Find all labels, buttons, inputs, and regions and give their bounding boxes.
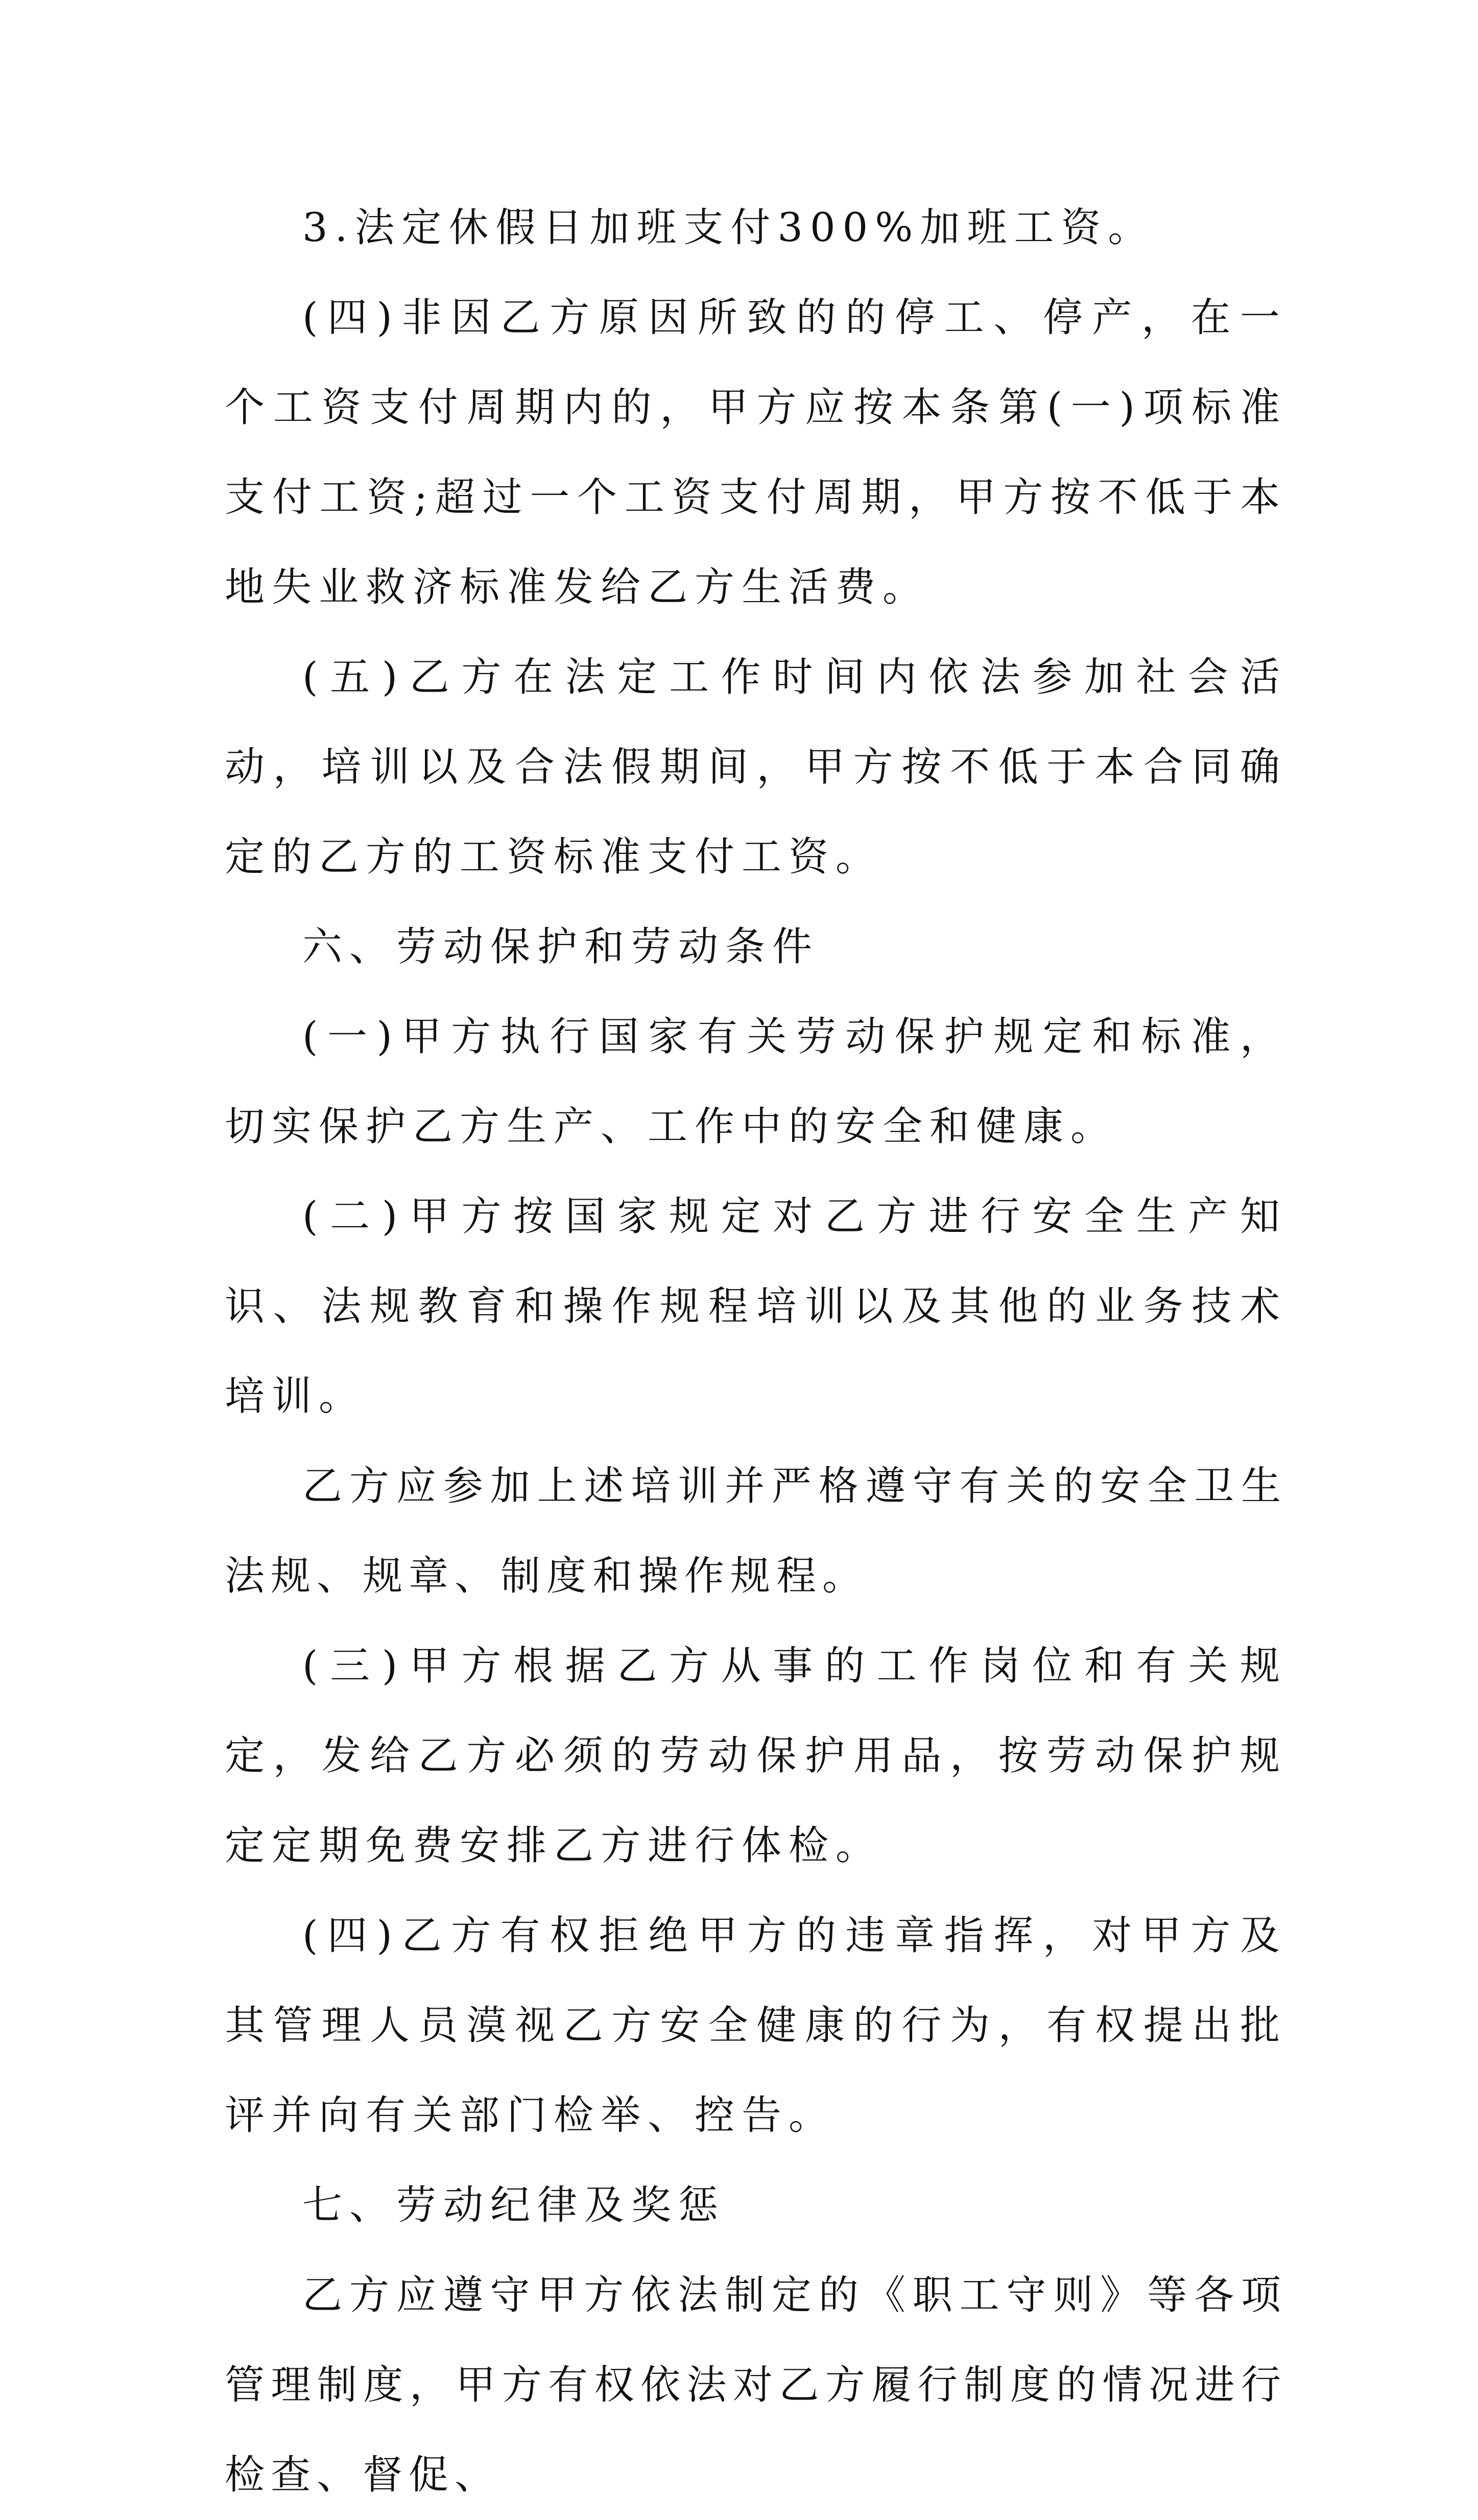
paragraph-protective-equipment: (三)甲方根据乙方从事的工作岗位和有关规定，发给乙方必须的劳动保护用品，按劳动保护规定定期免费安排乙方进行体检。 — [225, 1643, 1287, 1869]
paragraph-social-activities: (五)乙方在法定工作时间内依法参加社会活动，培训以及合法假期间，甲方按不低于本合同确定的乙方的工资标准支付工资。 — [225, 654, 1287, 880]
paragraph-safety-training: (二)甲方按国家规定对乙方进行安全生产知识、法规教育和操作规程培训以及其他的业务技术培训。 — [225, 1194, 1287, 1419]
paragraph-work-stoppage: (四)非因乙方原因所致的的停工、停产，在一个工资支付周期内的，甲方应按本条第(一)项标准支付工资;超过一个工资支付周期，甲方按不低于本地失业救济标准发给乙方生活费。 — [225, 295, 1287, 610]
paragraph-protection-standards: (一)甲方执行国家有关劳动保护规定和标准，切实保护乙方生产、工作中的安全和健康。 — [225, 1014, 1287, 1150]
paragraph-workplace-rules: 乙方应遵守甲方依法制定的《职工守则》等各项管理制度，甲方有权依法对乙方履行制度的情况进行检查、督促、 — [225, 2272, 1287, 2498]
paragraph-training-compliance: 乙方应参加上述培训并严格遵守有关的安全卫生法规、规章、制度和操作规程。 — [225, 1463, 1287, 1599]
section-heading-labor-protection: 六、劳动保护和劳动条件 — [302, 924, 820, 970]
document-body — [225, 183, 1287, 2520]
paragraph-overtime-holiday: 3.法定休假日加班支付300%加班工资。 — [302, 205, 1155, 251]
paragraph-right-to-refuse: (四)乙方有权拒绝甲方的违章指挥，对甲方及其管理人员漠视乙方安全健康的行为，有权提出批评并向有关部门检举、控告。 — [225, 1913, 1287, 2138]
section-heading-discipline: 七、劳动纪律及奖惩 — [302, 2182, 726, 2228]
